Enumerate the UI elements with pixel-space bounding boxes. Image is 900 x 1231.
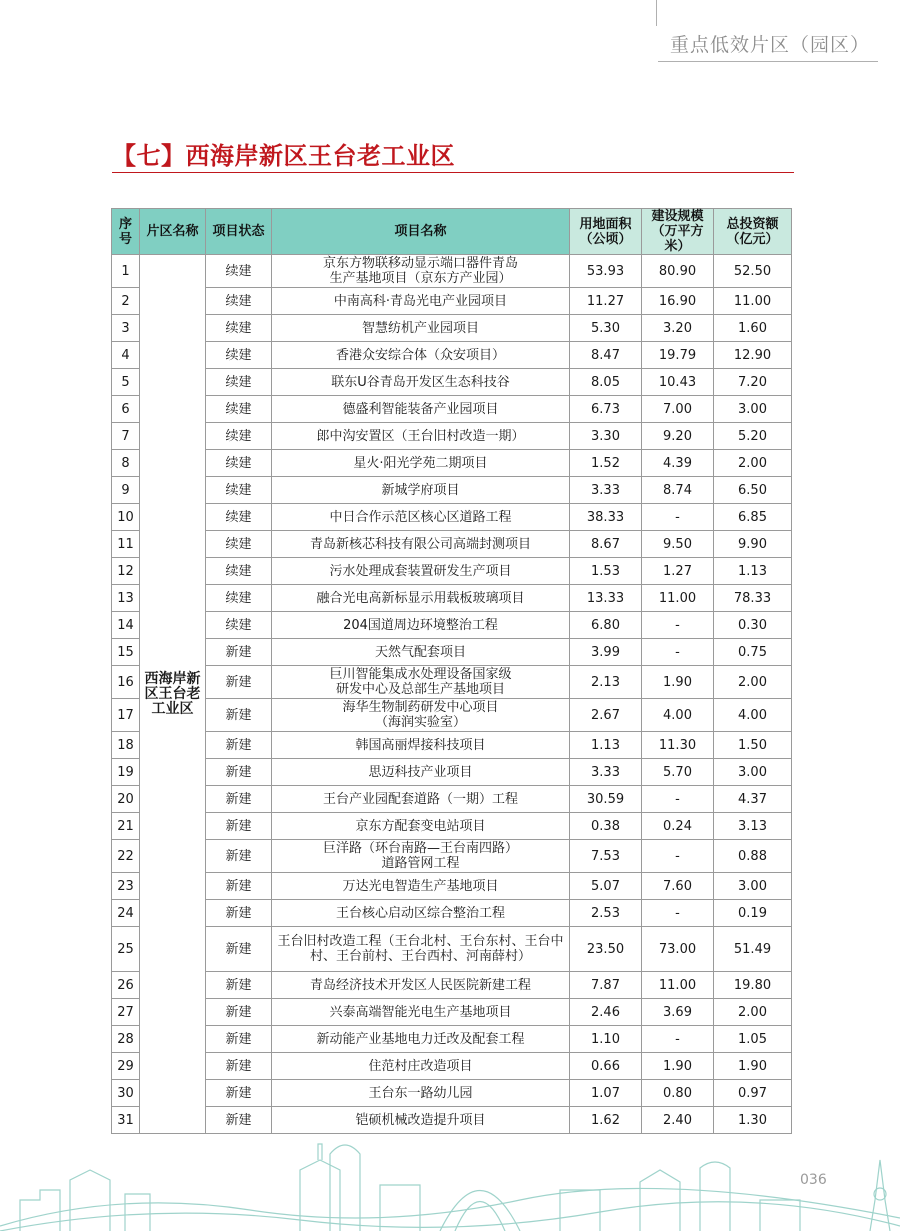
title-divider [112, 172, 794, 173]
cell-status: 新建 [206, 732, 272, 759]
cell-land-area: 2.53 [570, 900, 642, 927]
cell-total-investment: 0.30 [714, 612, 792, 639]
table-row [112, 585, 792, 612]
page-number: 036 [800, 1172, 827, 1188]
cell-index: 26 [112, 972, 140, 999]
cell-index: 21 [112, 813, 140, 840]
cell-construction-scale: - [642, 639, 714, 666]
cell-land-area: 6.73 [570, 396, 642, 423]
cell-total-investment: 6.85 [714, 504, 792, 531]
cell-project-name: 星火·阳光学苑二期项目 [272, 450, 570, 477]
cell-total-investment: 52.50 [714, 255, 792, 288]
cell-status: 新建 [206, 840, 272, 873]
cell-index: 2 [112, 288, 140, 315]
table-row [112, 450, 792, 477]
cell-total-investment: 1.90 [714, 1053, 792, 1080]
table-row [112, 873, 792, 900]
cell-status: 续建 [206, 369, 272, 396]
table-row [112, 369, 792, 396]
cell-status: 续建 [206, 315, 272, 342]
column-header-land-area: 用地面积 （公顷） [570, 209, 642, 255]
cell-status: 续建 [206, 255, 272, 288]
cell-status: 新建 [206, 666, 272, 699]
cell-status: 续建 [206, 612, 272, 639]
cell-construction-scale: 0.80 [642, 1080, 714, 1107]
cell-status: 新建 [206, 813, 272, 840]
table-row [112, 315, 792, 342]
cell-project-name: 铠硕机械改造提升项目 [272, 1107, 570, 1134]
cell-total-investment: 12.90 [714, 342, 792, 369]
cell-project-name: 青岛经济技术开发区人民医院新建工程 [272, 972, 570, 999]
cell-total-investment: 0.88 [714, 840, 792, 873]
cell-status: 新建 [206, 999, 272, 1026]
cell-status: 续建 [206, 342, 272, 369]
cell-index: 3 [112, 315, 140, 342]
cell-land-area: 1.53 [570, 558, 642, 585]
cell-status: 续建 [206, 585, 272, 612]
cell-status: 续建 [206, 450, 272, 477]
cell-index: 27 [112, 999, 140, 1026]
cell-index: 24 [112, 900, 140, 927]
cell-construction-scale: 9.20 [642, 423, 714, 450]
cell-project-name: 王台产业园配套道路（一期）工程 [272, 786, 570, 813]
projects-table [111, 208, 792, 1134]
table-row [112, 786, 792, 813]
cell-total-investment: 2.00 [714, 999, 792, 1026]
cell-land-area: 2.67 [570, 699, 642, 732]
cell-status: 新建 [206, 1026, 272, 1053]
cell-project-name: 万达光电智造生产基地项目 [272, 873, 570, 900]
cell-status: 续建 [206, 504, 272, 531]
column-header-construction-scale: 建设规模 （万平方米） [642, 209, 714, 255]
cell-index: 9 [112, 477, 140, 504]
cell-construction-scale: 7.60 [642, 873, 714, 900]
cell-index: 19 [112, 759, 140, 786]
section-title: 【七】西海岸新区王台老工业区 [112, 142, 455, 170]
cell-index: 18 [112, 732, 140, 759]
cell-project-name: 巨川智能集成水处理设备国家级 研发中心及总部生产基地项目 [272, 666, 570, 699]
cell-construction-scale: 9.50 [642, 531, 714, 558]
table-body [112, 255, 792, 1134]
cell-construction-scale: 80.90 [642, 255, 714, 288]
cell-project-name: 京东方物联移动显示端口器件青岛 生产基地项目（京东方产业园） [272, 255, 570, 288]
cell-index: 31 [112, 1107, 140, 1134]
cell-index: 11 [112, 531, 140, 558]
table-row [112, 255, 792, 288]
cell-land-area: 1.62 [570, 1107, 642, 1134]
cell-total-investment: 0.19 [714, 900, 792, 927]
cell-project-name: 住范村庄改造项目 [272, 1053, 570, 1080]
cell-total-investment: 9.90 [714, 531, 792, 558]
cell-index: 6 [112, 396, 140, 423]
cell-land-area: 11.27 [570, 288, 642, 315]
cell-total-investment: 78.33 [714, 585, 792, 612]
cell-project-name: 天然气配套项目 [272, 639, 570, 666]
cell-land-area: 1.10 [570, 1026, 642, 1053]
cell-total-investment: 4.00 [714, 699, 792, 732]
table-header-row [112, 209, 792, 255]
cell-land-area: 3.33 [570, 759, 642, 786]
cell-construction-scale: 1.90 [642, 666, 714, 699]
cell-land-area: 6.80 [570, 612, 642, 639]
cell-construction-scale: 1.27 [642, 558, 714, 585]
cell-construction-scale: 4.39 [642, 450, 714, 477]
cell-status: 新建 [206, 972, 272, 999]
cell-status: 新建 [206, 1053, 272, 1080]
cell-project-name: 郎中沟安置区（王台旧村改造一期） [272, 423, 570, 450]
cell-project-name: 思迈科技产业项目 [272, 759, 570, 786]
cell-total-investment: 3.13 [714, 813, 792, 840]
table-row [112, 699, 792, 732]
cell-total-investment: 11.00 [714, 288, 792, 315]
cell-land-area: 38.33 [570, 504, 642, 531]
table-row [112, 612, 792, 639]
cell-index: 4 [112, 342, 140, 369]
column-header-index: 序号 [112, 209, 140, 255]
cell-construction-scale: 7.00 [642, 396, 714, 423]
cell-construction-scale: 4.00 [642, 699, 714, 732]
table-row [112, 342, 792, 369]
cell-total-investment: 7.20 [714, 369, 792, 396]
cell-land-area: 2.46 [570, 999, 642, 1026]
cell-project-name: 香港众安综合体（众安项目） [272, 342, 570, 369]
cell-construction-scale: 19.79 [642, 342, 714, 369]
cell-construction-scale: - [642, 840, 714, 873]
cell-land-area: 1.07 [570, 1080, 642, 1107]
table-row [112, 1080, 792, 1107]
cell-project-name: 王台核心启动区综合整治工程 [272, 900, 570, 927]
cell-construction-scale: - [642, 786, 714, 813]
cell-total-investment: 0.75 [714, 639, 792, 666]
cell-project-name: 王台旧村改造工程（王台北村、王台东村、王台中 村、王台前村、王台西村、河南薛村） [272, 927, 570, 972]
cell-project-name: 新城学府项目 [272, 477, 570, 504]
column-header-project-name: 项目名称 [272, 209, 570, 255]
cell-total-investment: 3.00 [714, 759, 792, 786]
section-category-tag: 重点低效片区（园区） [658, 30, 878, 62]
table-row [112, 504, 792, 531]
cell-land-area: 0.66 [570, 1053, 642, 1080]
cell-construction-scale: 3.69 [642, 999, 714, 1026]
cell-total-investment: 1.50 [714, 732, 792, 759]
cell-total-investment: 2.00 [714, 450, 792, 477]
cell-total-investment: 5.20 [714, 423, 792, 450]
cell-project-name: 青岛新核芯科技有限公司高端封测项目 [272, 531, 570, 558]
cell-construction-scale: 0.24 [642, 813, 714, 840]
cell-project-name: 德盛利智能装备产业园项目 [272, 396, 570, 423]
cell-total-investment: 51.49 [714, 927, 792, 972]
cell-construction-scale: 5.70 [642, 759, 714, 786]
cell-status: 续建 [206, 477, 272, 504]
cell-index: 20 [112, 786, 140, 813]
cell-status: 续建 [206, 396, 272, 423]
cell-total-investment: 1.60 [714, 315, 792, 342]
cell-status: 新建 [206, 786, 272, 813]
cell-status: 新建 [206, 927, 272, 972]
cell-index: 15 [112, 639, 140, 666]
cell-land-area: 7.87 [570, 972, 642, 999]
cell-land-area: 1.13 [570, 732, 642, 759]
cell-index: 8 [112, 450, 140, 477]
cell-status: 新建 [206, 699, 272, 732]
cell-construction-scale: 8.74 [642, 477, 714, 504]
table-row [112, 639, 792, 666]
cell-area-name: 西海岸新 区王台老 工业区 [140, 255, 206, 1134]
cell-total-investment: 3.00 [714, 873, 792, 900]
cell-construction-scale: 11.00 [642, 972, 714, 999]
table-row [112, 813, 792, 840]
cell-status: 续建 [206, 423, 272, 450]
cell-project-name: 兴泰高端智能光电生产基地项目 [272, 999, 570, 1026]
cell-index: 5 [112, 369, 140, 396]
table-row [112, 1053, 792, 1080]
cell-total-investment: 1.13 [714, 558, 792, 585]
cell-land-area: 53.93 [570, 255, 642, 288]
cell-land-area: 7.53 [570, 840, 642, 873]
cell-land-area: 8.05 [570, 369, 642, 396]
cell-construction-scale: 10.43 [642, 369, 714, 396]
column-header-status: 项目状态 [206, 209, 272, 255]
cell-total-investment: 19.80 [714, 972, 792, 999]
table-row [112, 999, 792, 1026]
table-row [112, 759, 792, 786]
cell-land-area: 1.52 [570, 450, 642, 477]
cell-total-investment: 0.97 [714, 1080, 792, 1107]
cell-index: 30 [112, 1080, 140, 1107]
table-row [112, 927, 792, 972]
cell-land-area: 3.33 [570, 477, 642, 504]
cell-project-name: 王台东一路幼儿园 [272, 1080, 570, 1107]
cell-index: 28 [112, 1026, 140, 1053]
cell-project-name: 中日合作示范区核心区道路工程 [272, 504, 570, 531]
cell-land-area: 5.07 [570, 873, 642, 900]
cell-land-area: 13.33 [570, 585, 642, 612]
table-row [112, 531, 792, 558]
cell-total-investment: 1.30 [714, 1107, 792, 1134]
cell-construction-scale: 1.90 [642, 1053, 714, 1080]
table-row [112, 900, 792, 927]
cell-land-area: 3.99 [570, 639, 642, 666]
cell-construction-scale: - [642, 1026, 714, 1053]
cell-land-area: 5.30 [570, 315, 642, 342]
cell-construction-scale: - [642, 900, 714, 927]
cell-construction-scale: 11.00 [642, 585, 714, 612]
column-header-area: 片区名称 [140, 209, 206, 255]
table-row [112, 840, 792, 873]
cell-land-area: 3.30 [570, 423, 642, 450]
cell-construction-scale: 16.90 [642, 288, 714, 315]
cell-land-area: 8.47 [570, 342, 642, 369]
cell-status: 新建 [206, 1107, 272, 1134]
cell-construction-scale: - [642, 504, 714, 531]
cell-status: 续建 [206, 558, 272, 585]
cell-project-name: 中南高科·青岛光电产业园项目 [272, 288, 570, 315]
cell-project-name: 巨洋路（环台南路—王台南四路） 道路管网工程 [272, 840, 570, 873]
cell-status: 新建 [206, 900, 272, 927]
cell-project-name: 韩国高丽焊接科技项目 [272, 732, 570, 759]
cell-index: 23 [112, 873, 140, 900]
cell-index: 16 [112, 666, 140, 699]
cell-total-investment: 1.05 [714, 1026, 792, 1053]
cell-project-name: 融合光电高新标显示用载板玻璃项目 [272, 585, 570, 612]
cell-total-investment: 4.37 [714, 786, 792, 813]
cell-total-investment: 3.00 [714, 396, 792, 423]
table-row [112, 732, 792, 759]
column-header-total-investment: 总投资额 （亿元） [714, 209, 792, 255]
cell-index: 7 [112, 423, 140, 450]
cell-index: 10 [112, 504, 140, 531]
cell-status: 续建 [206, 531, 272, 558]
cell-total-investment: 6.50 [714, 477, 792, 504]
table-row [112, 1026, 792, 1053]
cell-project-name: 204国道周边环境整治工程 [272, 612, 570, 639]
cell-total-investment: 2.00 [714, 666, 792, 699]
cell-project-name: 联东U谷青岛开发区生态科技谷 [272, 369, 570, 396]
cell-land-area: 30.59 [570, 786, 642, 813]
cell-index: 25 [112, 927, 140, 972]
cell-land-area: 2.13 [570, 666, 642, 699]
table-row [112, 288, 792, 315]
cell-project-name: 海华生物制药研发中心项目 （海润实验室） [272, 699, 570, 732]
cell-index: 14 [112, 612, 140, 639]
cell-index: 22 [112, 840, 140, 873]
cell-status: 新建 [206, 873, 272, 900]
cell-construction-scale: 3.20 [642, 315, 714, 342]
cell-status: 新建 [206, 759, 272, 786]
city-skyline-illustration [0, 1130, 900, 1231]
table-row [112, 477, 792, 504]
cell-project-name: 新动能产业基地电力迁改及配套工程 [272, 1026, 570, 1053]
table-row [112, 972, 792, 999]
cell-project-name: 京东方配套变电站项目 [272, 813, 570, 840]
cell-land-area: 23.50 [570, 927, 642, 972]
table-row [112, 423, 792, 450]
cell-construction-scale: 73.00 [642, 927, 714, 972]
cell-index: 29 [112, 1053, 140, 1080]
cell-construction-scale: 11.30 [642, 732, 714, 759]
cell-index: 17 [112, 699, 140, 732]
table-row [112, 558, 792, 585]
cell-project-name: 污水处理成套装置研发生产项目 [272, 558, 570, 585]
cell-index: 13 [112, 585, 140, 612]
cell-construction-scale: - [642, 612, 714, 639]
cell-status: 续建 [206, 288, 272, 315]
cell-status: 新建 [206, 1080, 272, 1107]
cell-construction-scale: 2.40 [642, 1107, 714, 1134]
cell-land-area: 8.67 [570, 531, 642, 558]
table-row [112, 666, 792, 699]
cell-status: 新建 [206, 639, 272, 666]
cell-land-area: 0.38 [570, 813, 642, 840]
cell-index: 12 [112, 558, 140, 585]
cell-index: 1 [112, 255, 140, 288]
cell-project-name: 智慧纺机产业园项目 [272, 315, 570, 342]
table-row [112, 396, 792, 423]
